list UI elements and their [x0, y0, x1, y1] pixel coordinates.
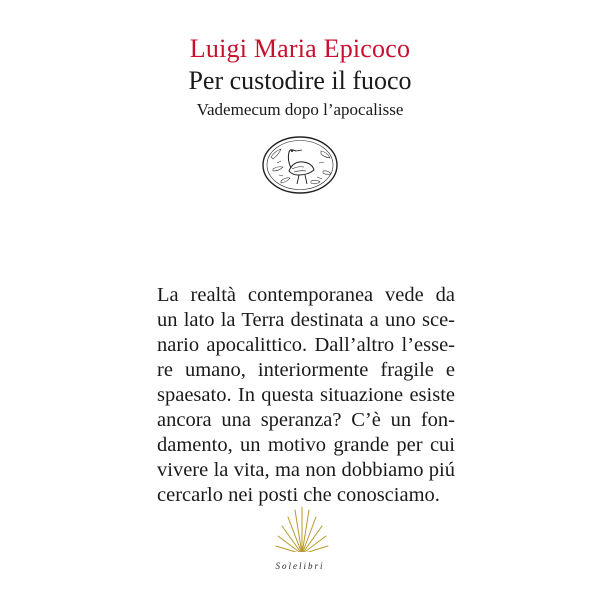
blurb-line: ancora una speranza? C’è un fon- — [157, 409, 455, 431]
blurb-line: spaesato. In questa situazione esiste — [157, 384, 455, 406]
book-subtitle: Vademecum dopo l’apocalisse — [196, 100, 404, 119]
blurb-line: re umano, interiormente fragile e — [157, 359, 455, 381]
back-cover-blurb — [157, 283, 455, 508]
series-logo-label: Solelibri — [275, 561, 325, 571]
blurb-line: vivere la vita, ma non dobbiamo piú — [157, 459, 455, 481]
book-title: Per custodire il fuoco — [188, 66, 412, 95]
blurb-line: nario apocalittico. Dall’altro l’esse- — [157, 334, 455, 356]
blurb-line: cercarlo nei posti che conosciamo. — [157, 484, 440, 506]
blurb-line: un lato la Terra destinata a uno sce- — [157, 309, 455, 331]
ostrich-emblem-icon — [261, 135, 339, 195]
author-name: Luigi Maria Epicoco — [189, 34, 411, 63]
sun-rays-logo-icon — [270, 502, 334, 560]
blurb-line: damento, un motivo grande per cui — [157, 434, 455, 456]
blurb-line: La realtà contemporanea vede da — [157, 284, 455, 306]
